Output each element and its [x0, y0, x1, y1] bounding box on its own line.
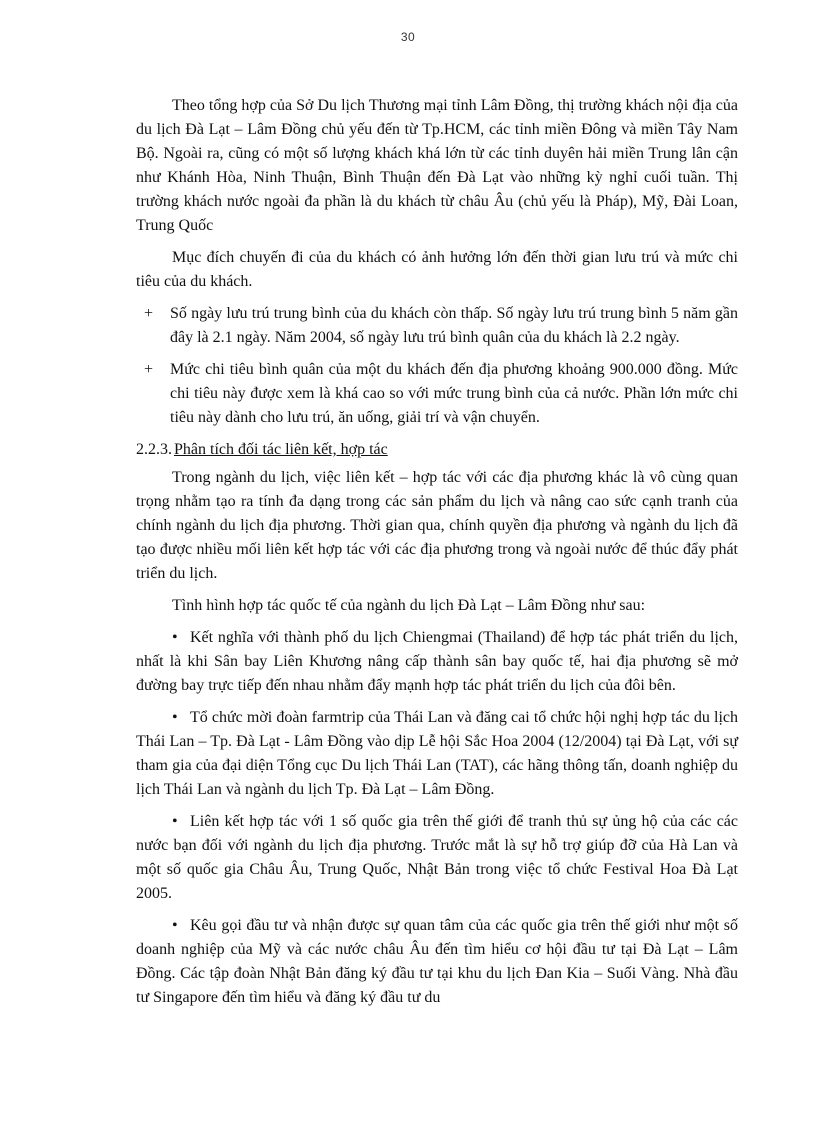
bullet-item-chiengmai [136, 626, 738, 698]
paragraph-market: Theo tổng hợp của Sở Du lịch Thương mại tỉnh Lâm Đồng, thị trường khách nội địa của du lịch Đà Lạt – Lâm Đồng chủ yếu đến từ Tp.HCM, các tỉnh miền Đông và miền Tây Nam Bộ. Ngoài ra, cũng có một số lượng khách khá lớn từ các tỉnh duyên hải miền Trung lân cận như Khánh Hòa, Ninh Thuận, Bình Thuận đến Đà Lạt vào những kỳ nghỉ cuối tuần. Thị trường khách nước ngoài đa phần là du khách từ châu Âu (chủ yếu là Pháp), Mỹ, Đài Loan, Trung Quốc [136, 97, 738, 234]
list-item-spending [136, 358, 738, 430]
list-item-stay-duration [136, 302, 738, 350]
bullet-item-investment [136, 914, 738, 1010]
bullet-marker: • [172, 917, 178, 934]
list-item-text: Số ngày lưu trú trung bình của du khách còn thấp. Số ngày lưu trú trung bình 5 năm gần đây là 2.1 ngày. Năm 2004, số ngày lưu trú bình quân của du khách là 2.2 ngày. [170, 305, 738, 346]
bullet-marker: • [172, 629, 178, 646]
plus-marker: + [144, 361, 154, 378]
bullet-text: Kết nghĩa với thành phố du lịch Chiengmai (Thailand) để hợp tác phát triển du lịch, nhất là khi Sân bay Liên Khương nâng cấp thành sân bay quốc tế, hai địa phương sẽ mở đường bay trực tiếp đến nhau nhằm đẩy mạnh hợp tác phát triển du lịch của đôi bên. [136, 629, 738, 694]
paragraph-international-intro: Tình hình hợp tác quốc tế của ngành du lịch Đà Lạt – Lâm Đồng như sau: [172, 597, 646, 614]
bullet-text: Liên kết hợp tác với 1 số quốc gia trên thế giới để tranh thủ sự ủng hộ của các các nước bạn đối với ngành du lịch địa phương. Trước mắt là sự hỗ trợ giúp đỡ của Hà Lan và một số quốc gia Châu Âu, Trung Quốc, Nhật Bản trong việc tổ chức Festival Hoa Đà Lạt 2005. [136, 813, 738, 902]
plus-marker: + [144, 305, 154, 322]
bullet-item-festival [136, 810, 738, 906]
paragraph-purpose: Mục đích chuyến đi của du khách có ảnh hưởng lớn đến thời gian lưu trú và mức chi tiêu của du khách. [136, 249, 738, 290]
bullet-item-farmtrip [136, 706, 738, 802]
bullet-marker: • [172, 813, 178, 830]
paragraph-cooperation-intro: Trong ngành du lịch, việc liên kết – hợp tác với các địa phương khác là vô cùng quan trọng nhằm tạo ra tính đa dạng trong các sản phẩm du lịch và nâng cao sức cạnh tranh của chính ngành du lịch địa phương. Thời gian qua, chính quyền địa phương và ngành du lịch đã tạo được nhiều mối liên kết hợp tác với các địa phương trong và ngoài nước để thúc đẩy phát triển du lịch. [136, 469, 738, 582]
list-item-text: Mức chi tiêu bình quân của một du khách đến địa phương khoảng 900.000 đồng. Mức chi tiêu này được xem là khá cao so với mức trung bình của cả nước. Phần lớn mức chi tiêu này dành cho lưu trú, ăn uống, giải trí và vận chuyển. [170, 361, 738, 426]
bullet-text: Kêu gọi đầu tư và nhận được sự quan tâm của các quốc gia trên thế giới như một số doanh nghiệp của Mỹ và các nước châu Âu đến tìm hiểu cơ hội đầu tư tại Đà Lạt – Lâm Đồng. Các tập đoàn Nhật Bản đăng ký đầu tư tại khu du lịch Đan Kia – Suối Vàng. Nhà đầu tư Singapore đến tìm hiểu và đăng ký đầu tư du [136, 917, 738, 1006]
stay-spending-list [136, 302, 738, 430]
section-title: Phân tích đối tác liên kết, hợp tác [174, 441, 388, 458]
section-heading [136, 438, 738, 462]
section-number: 2.2.3. [136, 441, 172, 458]
page-number: 30 [400, 30, 416, 44]
bullet-marker: • [172, 709, 178, 726]
bullet-text: Tổ chức mời đoàn farmtrip của Thái Lan và đăng cai tổ chức hội nghị hợp tác du lịch Thái Lan – Tp. Đà Lạt - Lâm Đồng vào dịp Lễ hội Sắc Hoa 2004 (12/2004) tại Đà Lạt, với sự tham gia của đại diện Tổng cục Du lịch Thái Lan (TAT), các hãng thông tấn, doanh nghiệp du lịch Thái Lan và ngành du lịch Tp. Đà Lạt – Lâm Đồng. [136, 709, 738, 798]
document-body [136, 94, 738, 1018]
